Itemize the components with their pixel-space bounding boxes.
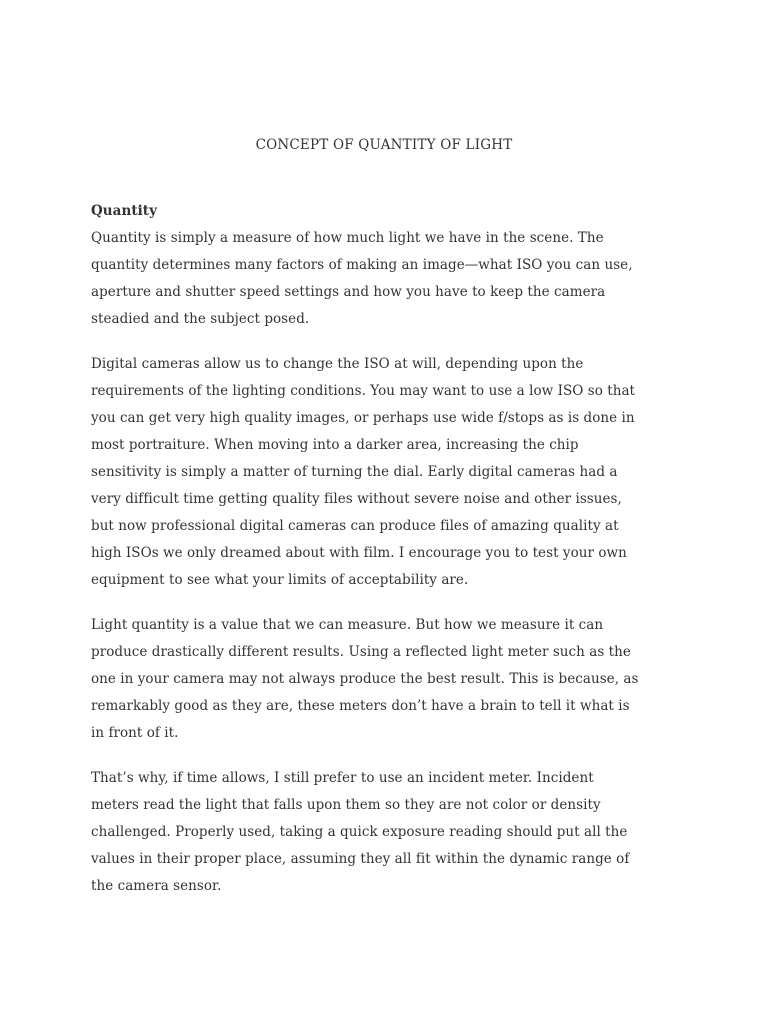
text-line: one in your camera may not always produce the best result. This is because, as bbox=[91, 671, 639, 687]
text-line: equipment to see what your limits of acceptability are. bbox=[91, 572, 469, 588]
text-line: produce drastically different results. Using a reflected light meter such as the bbox=[91, 644, 631, 660]
text-line: but now professional digital cameras can produce files of amazing quality at bbox=[91, 518, 619, 534]
text-line: Digital cameras allow us to change the ISO at will, depending upon the bbox=[91, 356, 584, 372]
text-line: aperture and shutter speed settings and how you have to keep the camera bbox=[91, 284, 606, 300]
text-line: challenged. Properly used, taking a quick exposure reading should put all the bbox=[91, 824, 628, 840]
section-heading: Quantity bbox=[91, 203, 157, 219]
text-line: requirements of the lighting conditions. You may want to use a low ISO so that bbox=[91, 383, 636, 399]
text-line: meters read the light that falls upon them so they are not color or density bbox=[91, 797, 601, 813]
text-line: the camera sensor. bbox=[91, 878, 222, 894]
text-line: quantity determines many factors of making an image—what ISO you can use, bbox=[91, 257, 633, 273]
document-title: CONCEPT OF QUANTITY OF LIGHT bbox=[255, 137, 513, 153]
text-line: most portraiture. When moving into a darker area, increasing the chip bbox=[91, 437, 579, 453]
paragraph-1 bbox=[91, 225, 691, 333]
text-line: you can get very high quality images, or perhaps use wide f/stops as is done in bbox=[91, 410, 635, 426]
document-body bbox=[91, 198, 691, 918]
text-line: sensitivity is simply a matter of turning the dial. Early digital cameras had a bbox=[91, 464, 618, 480]
text-line: steadied and the subject posed. bbox=[91, 311, 310, 327]
text-line: remarkably good as they are, these meters don’t have a brain to tell it what is bbox=[91, 698, 630, 714]
text-line: That’s why, if time allows, I still prefer to use an incident meter. Incident bbox=[91, 770, 594, 786]
text-line: very difficult time getting quality files without severe noise and other issues, bbox=[91, 491, 622, 507]
paragraph-3 bbox=[91, 612, 691, 747]
text-line: high ISOs we only dreamed about with film. I encourage you to test your own bbox=[91, 545, 627, 561]
text-line: values in their proper place, assuming they all fit within the dynamic range of bbox=[91, 851, 630, 867]
text-line: Quantity is simply a measure of how much light we have in the scene. The bbox=[91, 230, 604, 246]
text-line: Light quantity is a value that we can measure. But how we measure it can bbox=[91, 617, 604, 633]
paragraph-2 bbox=[91, 351, 691, 594]
text-line: in front of it. bbox=[91, 725, 179, 741]
paragraph-4 bbox=[91, 765, 691, 900]
